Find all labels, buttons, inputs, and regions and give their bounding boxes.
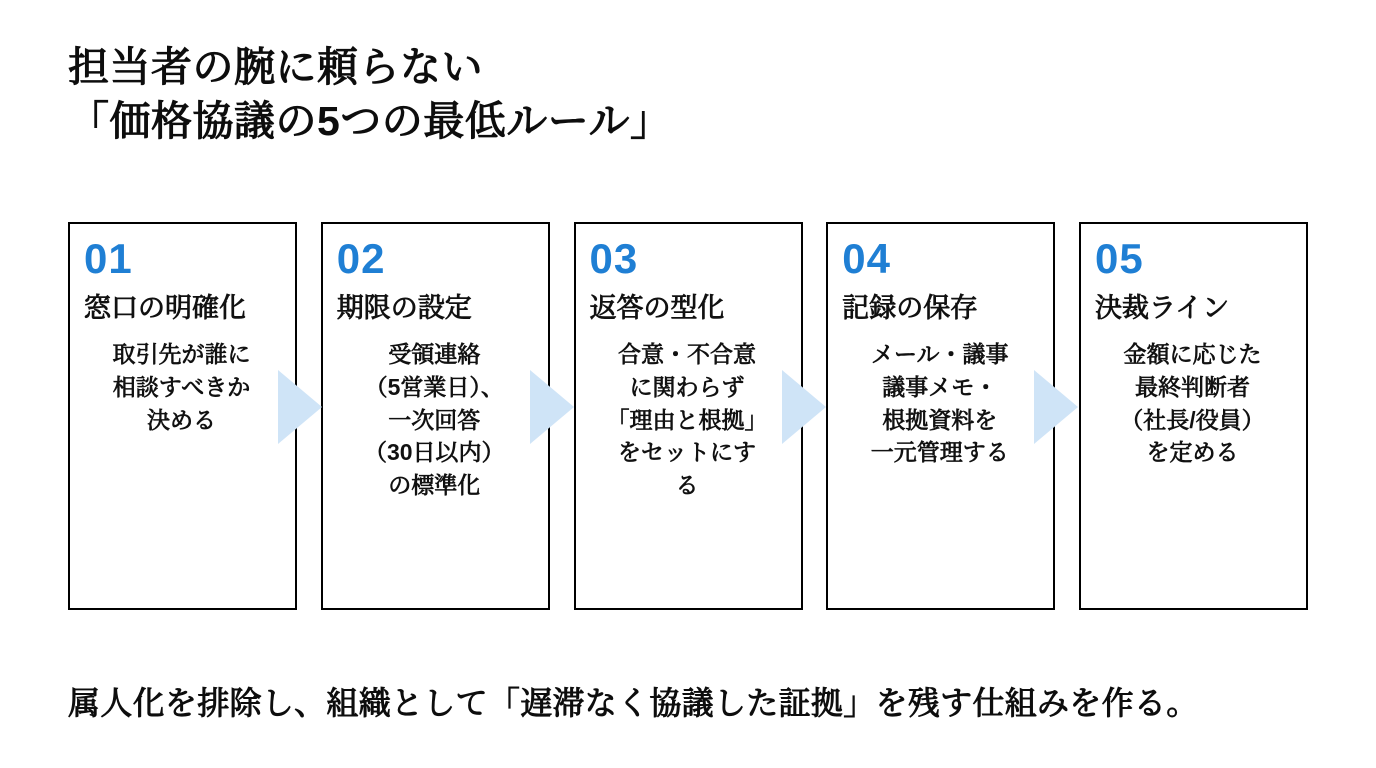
steps-row [68, 222, 1308, 610]
title-line-2: 「価格協議の5つの最低ルール」 [68, 98, 672, 145]
step-card-05[interactable] [1079, 222, 1308, 610]
step-body-line: メール・議事 [870, 341, 1009, 368]
step-heading-04: 記録の保存 [842, 293, 978, 323]
step-body-line: （5営業日）、 [364, 374, 504, 401]
step-body-01 [84, 338, 285, 436]
step-body-line: に関わらず [629, 374, 745, 401]
step-body-02 [337, 338, 538, 501]
step-body-line: 合意・不合意 [618, 341, 756, 368]
step-heading-05: 決裁ライン [1095, 293, 1230, 323]
step-body-line: （30日以内） [363, 439, 505, 466]
step-heading-02: 期限の設定 [336, 293, 472, 323]
step-card-01[interactable] [68, 222, 297, 610]
page-title [68, 40, 1308, 148]
step-body-line: 一次回答 [388, 406, 481, 433]
step-card-03[interactable] [574, 222, 803, 610]
step-body-line: を定める [1146, 439, 1239, 466]
step-body-line: をセットにす [618, 439, 756, 466]
step-card-02[interactable] [321, 222, 550, 610]
step-number-05: 05 [1095, 235, 1144, 282]
step-body-05 [1095, 338, 1296, 469]
step-card-04[interactable] [826, 222, 1055, 610]
step-number-01: 01 [84, 235, 133, 282]
step-body-line: 相談すべきか [112, 374, 251, 401]
step-body-04 [842, 338, 1043, 469]
step-body-line: る [675, 472, 699, 499]
step-body-line: 根拠資料を [882, 406, 998, 433]
step-heading-01: 窓口の明確化 [84, 293, 246, 323]
step-body-line: 「理由と根拠」 [606, 406, 768, 433]
step-body-03 [590, 338, 791, 501]
step-body-line: 取引先が誰に [112, 341, 251, 368]
step-number-03: 03 [589, 235, 639, 282]
step-body-line: の標準化 [388, 472, 481, 499]
step-number-04: 04 [842, 235, 891, 282]
step-body-line: 最終判断者 [1135, 374, 1250, 401]
footer-summary: 属人化を排除し、組織として「遅滞なく協議した証拠」を残す仕組みを作る。 [68, 685, 1199, 721]
step-body-line: 議事メモ・ [882, 374, 998, 401]
step-body-line: 受領連絡 [388, 341, 481, 368]
step-number-02: 02 [336, 235, 386, 282]
step-body-line: 金額に応じた [1123, 341, 1262, 368]
step-body-line: （社長/役員） [1120, 406, 1265, 433]
title-line-1: 担当者の腕に頼らない [68, 44, 483, 90]
step-body-line: 一元管理する [870, 439, 1009, 466]
step-heading-03: 返答の型化 [589, 293, 725, 323]
step-body-line: 決める [147, 406, 216, 433]
